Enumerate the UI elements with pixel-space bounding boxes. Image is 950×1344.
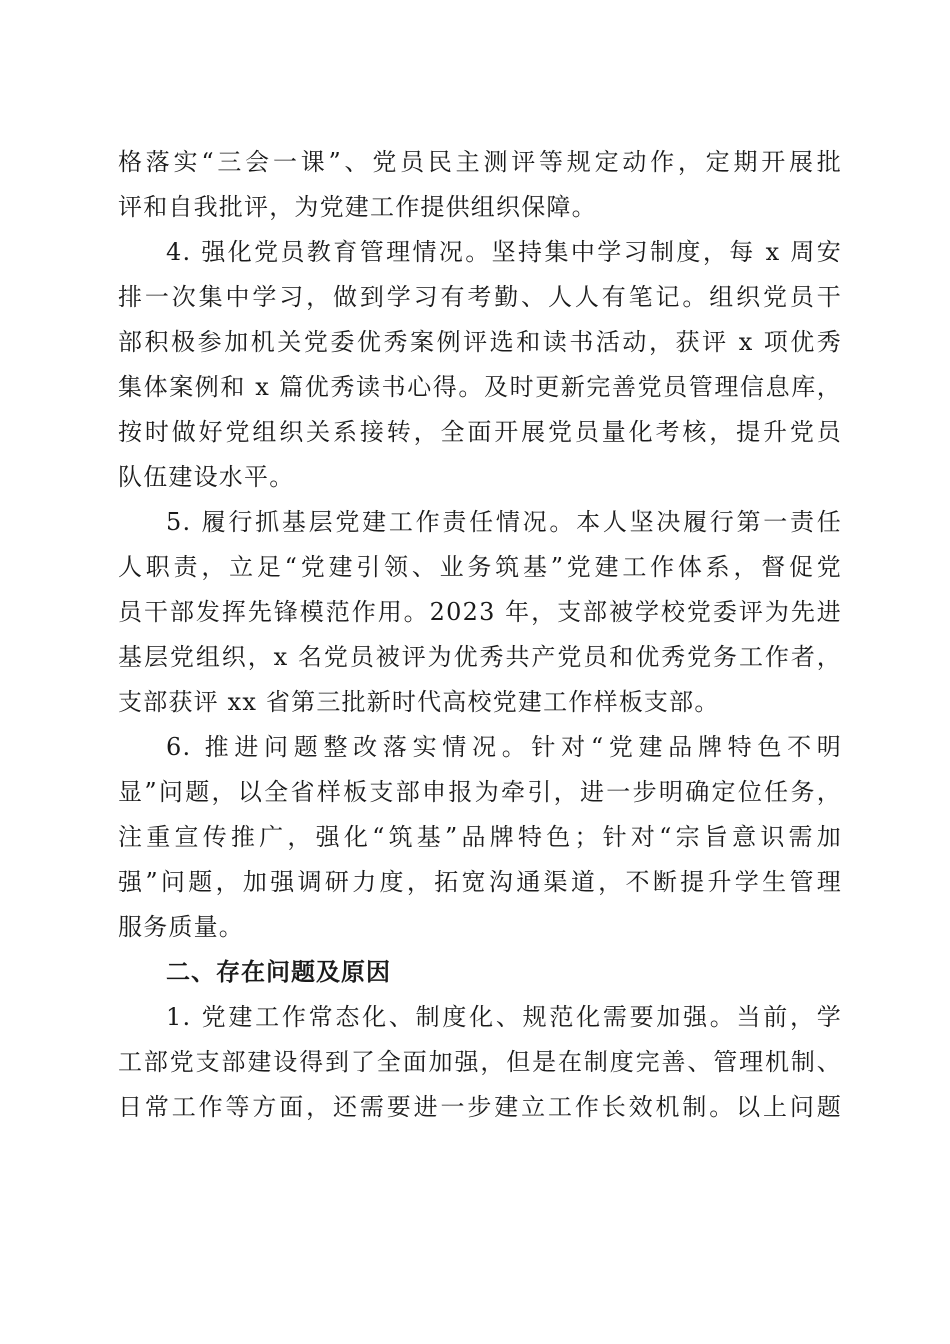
text-line: 评和自我批评，为党建工作提供组织保障。	[118, 193, 597, 221]
text-line: 工部党支部建设得到了全面加强，但是在制度完善、管理机制、	[118, 1048, 842, 1076]
text-line: 基层党组织，x 名党员被评为优秀共产党员和优秀党务工作者，	[118, 643, 842, 671]
text-line: 1. 党建工作常态化、制度化、规范化需要加强。当前，学	[166, 1003, 842, 1031]
text-line: 显”问题，以全省样板支部申报为牵引，进一步明确定位任务，	[118, 778, 842, 806]
paragraph-item-5	[118, 500, 842, 725]
text-line: 日常工作等方面，还需要进一步建立工作长效机制。以上问题	[118, 1093, 842, 1121]
text-line: 部积极参加机关党委优秀案例评选和读书活动，获评 x 项优秀	[118, 328, 842, 356]
text-line: 4. 强化党员教育管理情况。坚持集中学习制度，每 x 周安	[166, 238, 842, 266]
text-line: 集体案例和 x 篇优秀读书心得。及时更新完善党员管理信息库，	[118, 373, 842, 401]
paragraph-item-4	[118, 230, 842, 500]
text-line: 队伍建设水平。	[118, 463, 295, 491]
text-line: 人职责，立足“党建引领、业务筑基”党建工作体系，督促党	[118, 553, 842, 581]
text-line: 支部获评 xx 省第三批新时代高校党建工作样板支部。	[118, 688, 720, 716]
text-line: 格落实“三会一课”、党员民主测评等规定动作，定期开展批	[118, 148, 842, 176]
document-body	[118, 140, 842, 1130]
section-heading: 二、存在问题及原因	[166, 958, 391, 986]
text-line: 强”问题，加强调研力度，拓宽沟通渠道，不断提升学生管理	[118, 868, 842, 896]
text-line: 服务质量。	[118, 913, 244, 941]
paragraph-continuation	[118, 140, 842, 230]
paragraph-problem-1	[118, 995, 842, 1130]
text-line: 按时做好党组织关系接转，全面开展党员量化考核，提升党员	[118, 418, 842, 446]
text-line: 5. 履行抓基层党建工作责任情况。本人坚决履行第一责任	[166, 508, 842, 536]
text-line: 排一次集中学习，做到学习有考勤、人人有笔记。组织党员干	[118, 283, 842, 311]
text-line: 6. 推进问题整改落实情况。针对“党建品牌特色不明	[166, 733, 842, 761]
paragraph-item-6	[118, 725, 842, 950]
text-line: 员干部发挥先锋模范作用。2023 年，支部被学校党委评为先进	[118, 598, 842, 626]
text-line: 注重宣传推广，强化“筑基”品牌特色；针对“宗旨意识需加	[118, 823, 842, 851]
